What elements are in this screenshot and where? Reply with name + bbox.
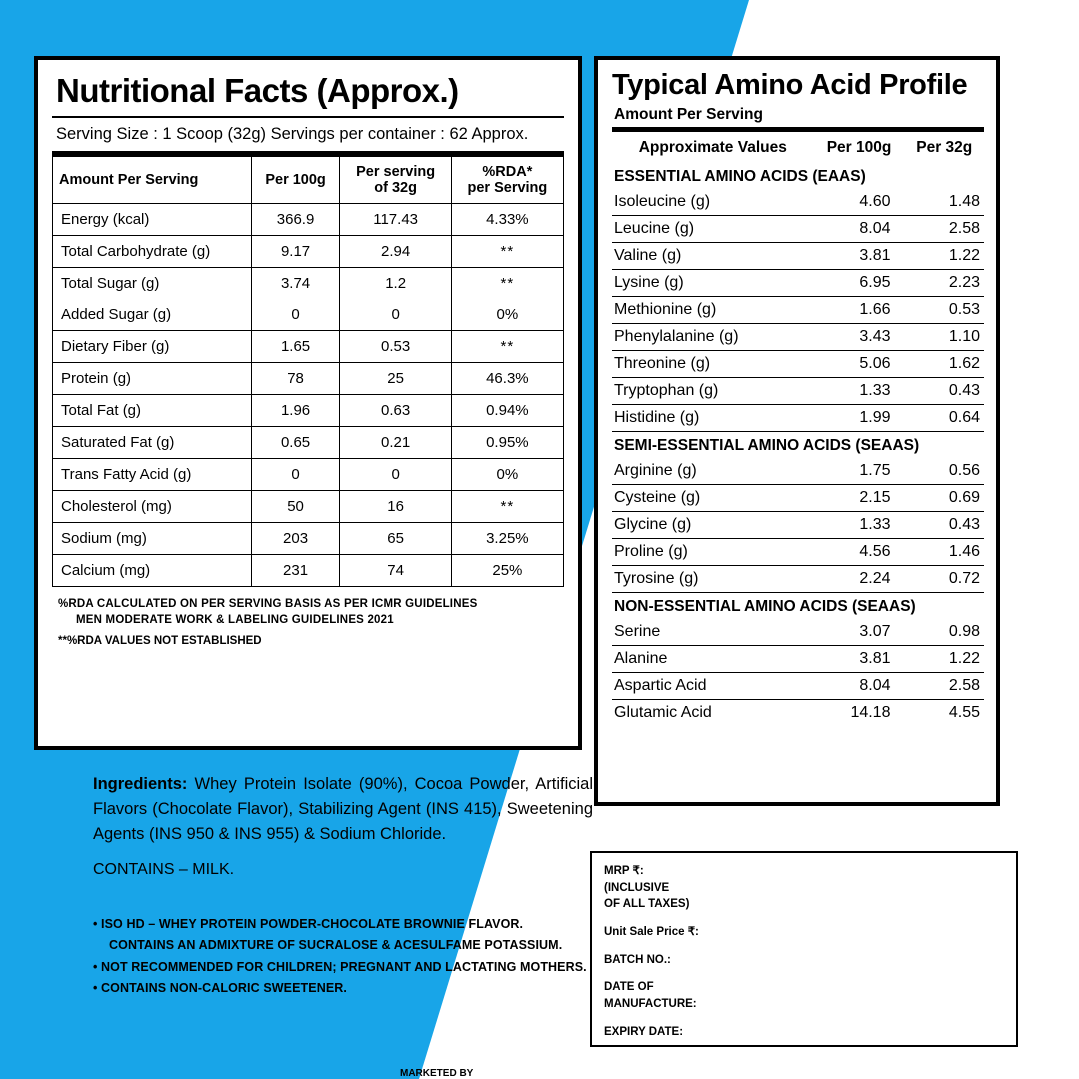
row-per32: 1.10 [904,324,984,351]
amino-group-header [612,593,984,620]
row-label: Leucine (g) [612,216,814,243]
row-per100: 50 [251,491,340,523]
row-per32: 0.43 [904,512,984,539]
row-per32: 1.62 [904,351,984,378]
ingredients-heading: Ingredients: [93,775,188,793]
amino-group-header [612,163,984,189]
row-label: Methionine (g) [612,297,814,324]
row-per100: 1.65 [251,331,340,363]
list-item-text: • CONTAINS NON-CALORIC SWEETENER. [93,980,347,995]
mrp-inclusive-line1: (INCLUSIVE [604,881,670,894]
row-per100: 1.96 [251,395,340,427]
header-rda-line1: %RDA* [482,164,533,180]
ingredients-block [93,772,593,879]
header-amount-per-serving: Amount Per Serving [53,154,252,204]
row-per100: 1.99 [814,405,905,432]
table-row [53,268,564,300]
table-row [53,491,564,523]
row-per32: 0.43 [904,378,984,405]
amino-acid-subtitle: Amount Per Serving [614,106,763,124]
table-row [53,363,564,395]
row-label: Trans Fatty Acid (g) [53,459,252,491]
table-row [612,646,984,673]
row-per32: 0.64 [904,405,984,432]
row-per32: 0.98 [904,619,984,646]
row-label: Arginine (g) [612,458,814,485]
row-per32: 1.22 [904,646,984,673]
table-row [53,555,564,587]
amino-group-header [612,432,984,459]
row-label: Added Sugar (g) [53,299,252,331]
row-per32: 65 [340,523,451,555]
row-label: Total Fat (g) [53,395,252,427]
row-label: Total Sugar (g) [53,268,252,300]
row-label: Glutamic Acid [614,704,712,722]
row-per32: 0.69 [904,485,984,512]
table-row [53,523,564,555]
table-row [53,427,564,459]
row-label: Isoleucine (g) [612,189,814,216]
table-row [612,700,984,727]
row-label: Serine [612,619,814,646]
row-per100: 0.65 [251,427,340,459]
table-row [612,351,984,378]
row-per32: 0 [340,459,451,491]
row-rda: 4.33% [451,204,563,236]
list-item [93,957,593,978]
row-label: Aspartic Acid [612,673,814,700]
row-label: Saturated Fat (g) [53,427,252,459]
row-per32: 1.2 [340,268,451,300]
table-row [612,270,984,297]
table-row [53,395,564,427]
row-per32: 2.58 [904,216,984,243]
row-label: Histidine (g) [612,405,814,432]
nutritional-facts-title: Nutritional Facts (Approx.) [56,72,459,109]
table-row [612,405,984,432]
row-label: Glycine (g) [612,512,814,539]
amino-acid-panel [594,56,1000,806]
ingredients-text [93,772,593,847]
row-label: Threonine (g) [612,351,814,378]
row-label: Alanine [612,646,814,673]
header-per-serving-line2: of 32g [374,180,417,196]
header-per-100g: Per 100g [826,139,892,157]
table-row [612,378,984,405]
row-per100: 0 [251,299,340,331]
table-row [612,216,984,243]
amino-acid-title: Typical Amino Acid Profile [612,69,968,101]
header-per-100g: Per 100g [251,154,340,204]
row-per100: 6.95 [814,270,905,297]
row-per100: 203 [251,523,340,555]
table-row [612,243,984,270]
group-label: NON-ESSENTIAL AMINO ACIDS (SEAAS) [614,598,916,616]
row-per32: 25 [340,363,451,395]
date-of-manufacture-line2: MANUFACTURE: [604,998,697,1011]
mrp-details-box [590,851,1018,1047]
row-per32: 0.72 [904,566,984,593]
row-per32: 0.21 [340,427,451,459]
list-item-text: • NOT RECOMMENDED FOR CHILDREN; PREGNANT AND LACTATING MOTHERS. [93,959,587,974]
row-per100: 0 [251,459,340,491]
row-per32: 16 [340,491,451,523]
row-per100: 1.75 [814,458,905,485]
header-per-32g: Per 32g [916,139,973,157]
row-label: Cysteine (g) [612,485,814,512]
row-rda: 3.25% [451,523,563,555]
rda-not-established-note: **%RDA VALUES NOT ESTABLISHED [58,635,262,648]
table-row [53,236,564,268]
row-label: Total Carbohydrate (g) [53,236,252,268]
header-rda-line2: per Serving [467,180,548,196]
list-item [93,978,593,999]
group-label: SEMI-ESSENTIAL AMINO ACIDS (SEAAS) [614,437,920,455]
row-per32: 1.46 [904,539,984,566]
row-per100: 1.66 [814,297,905,324]
row-per32: 0 [340,299,451,331]
table-row [53,459,564,491]
row-per100: 3.43 [814,324,905,351]
table-row [612,512,984,539]
row-per100: 3.81 [814,243,905,270]
row-label: Proline (g) [612,539,814,566]
date-of-manufacture-line1: DATE OF [604,981,654,994]
row-label: Cholesterol (mg) [53,491,252,523]
table-row [612,189,984,216]
rda-footnote [52,587,564,628]
group-label: ESSENTIAL AMINO ACIDS (EAAS) [614,168,866,186]
ingredients-body: Whey Protein Isolate (90%), Cocoa Powder, Artificial Flavors (Chocolate Flavor), Stabilizing Agent (INS 415), Sweetening Agents (INS 950 & INS 955) & Sodium Chloride. [93,775,593,844]
row-label: Calcium (mg) [53,555,252,587]
row-per100: 8.04 [814,216,905,243]
amino-header-row [612,130,984,164]
table-row [612,485,984,512]
row-label: Protein (g) [53,363,252,395]
header-per-serving-line1: Per serving [356,164,436,180]
row-per100: 1.33 [814,512,905,539]
row-rda: ** [451,331,563,363]
spacer [604,968,1004,979]
row-per32: 2.23 [904,270,984,297]
row-label: Valine (g) [612,243,814,270]
row-per100: 2.15 [814,485,905,512]
row-label: Energy (kcal) [53,204,252,236]
spacer [604,941,1004,952]
row-label: Lysine (g) [612,270,814,297]
row-per100: 4.60 [814,189,905,216]
mrp-inclusive-line2: OF ALL TAXES) [604,898,690,911]
row-per100: 3.07 [814,619,905,646]
spacer [604,913,1004,924]
row-per32: 74 [340,555,451,587]
row-per32: 117.43 [340,204,451,236]
batch-no-label: BATCH NO.: [604,953,671,966]
row-per32: 2.58 [904,673,984,700]
row-label: Phenylalanine (g) [612,324,814,351]
row-label: Dietary Fiber (g) [53,331,252,363]
serving-size-line: Serving Size : 1 Scoop (32g) Servings per container : 62 Approx. [52,116,564,151]
table-row [53,299,564,331]
row-rda: 0.95% [451,427,563,459]
table-row [612,539,984,566]
row-per100: 9.17 [251,236,340,268]
row-per32: 4.55 [948,704,980,722]
row-per100: 1.33 [814,378,905,405]
nutritional-facts-panel [34,56,582,750]
row-per100: 366.9 [251,204,340,236]
row-per100: 5.06 [814,351,905,378]
header-per-serving-32g [340,154,451,204]
list-item-subtext: CONTAINS AN ADMIXTURE OF SUCRALOSE & ACESULFAME POTASSIUM. [109,938,563,953]
row-per32: 0.63 [340,395,451,427]
contains-milk-note: CONTAINS – MILK. [93,861,235,879]
table-row [612,458,984,485]
row-per100: 2.24 [814,566,905,593]
row-per100: 14.18 [850,704,891,722]
list-item [93,914,593,957]
warnings-list [93,914,593,999]
table-header-row [53,154,564,204]
amino-acid-table [612,127,984,726]
row-label: Tyrosine (g) [612,566,814,593]
list-item-text: • ISO HD – WHEY PROTEIN POWDER-CHOCOLATE BROWNIE FLAVOR. [93,917,524,931]
table-row [612,619,984,646]
header-approximate-values: Approximate Values [638,139,787,157]
table-row [53,204,564,236]
row-label: Sodium (mg) [53,523,252,555]
row-rda: ** [451,491,563,523]
row-per100: 231 [251,555,340,587]
row-per100: 4.56 [814,539,905,566]
row-rda: ** [451,236,563,268]
row-rda: 0.94% [451,395,563,427]
expiry-date-label: EXPIRY DATE: [604,1025,684,1038]
table-row [612,324,984,351]
rda-footnote-line1: %RDA CALCULATED ON PER SERVING BASIS AS PER ICMR GUIDELINES [58,598,478,610]
row-per32: 1.48 [904,189,984,216]
table-row [612,566,984,593]
row-per100: 3.74 [251,268,340,300]
row-per32: 0.53 [340,331,451,363]
row-label: Tryptophan (g) [612,378,814,405]
header-rda-per-serving [451,154,563,204]
row-per100: 8.04 [814,673,905,700]
nutrition-table [52,151,564,587]
table-row [612,673,984,700]
mrp-label: MRP ₹: [604,865,644,877]
row-per32: 1.22 [904,243,984,270]
row-rda: 25% [451,555,563,587]
row-rda: 46.3% [451,363,563,395]
row-rda: ** [451,268,563,300]
row-rda: 0% [451,299,563,331]
table-row [53,331,564,363]
row-per32: 0.56 [904,458,984,485]
unit-sale-price-label: Unit Sale Price ₹: [604,926,699,939]
spacer [604,1013,1004,1024]
row-per32: 2.94 [340,236,451,268]
table-row [612,297,984,324]
row-per100: 78 [251,363,340,395]
rda-footnote-line2: MEN MODERATE WORK & LABELING GUIDELINES 2021 [76,613,394,626]
marketed-by-label: MARKETED BY [400,1068,474,1079]
row-per100: 3.81 [814,646,905,673]
row-rda: 0% [451,459,563,491]
row-per32: 0.53 [904,297,984,324]
